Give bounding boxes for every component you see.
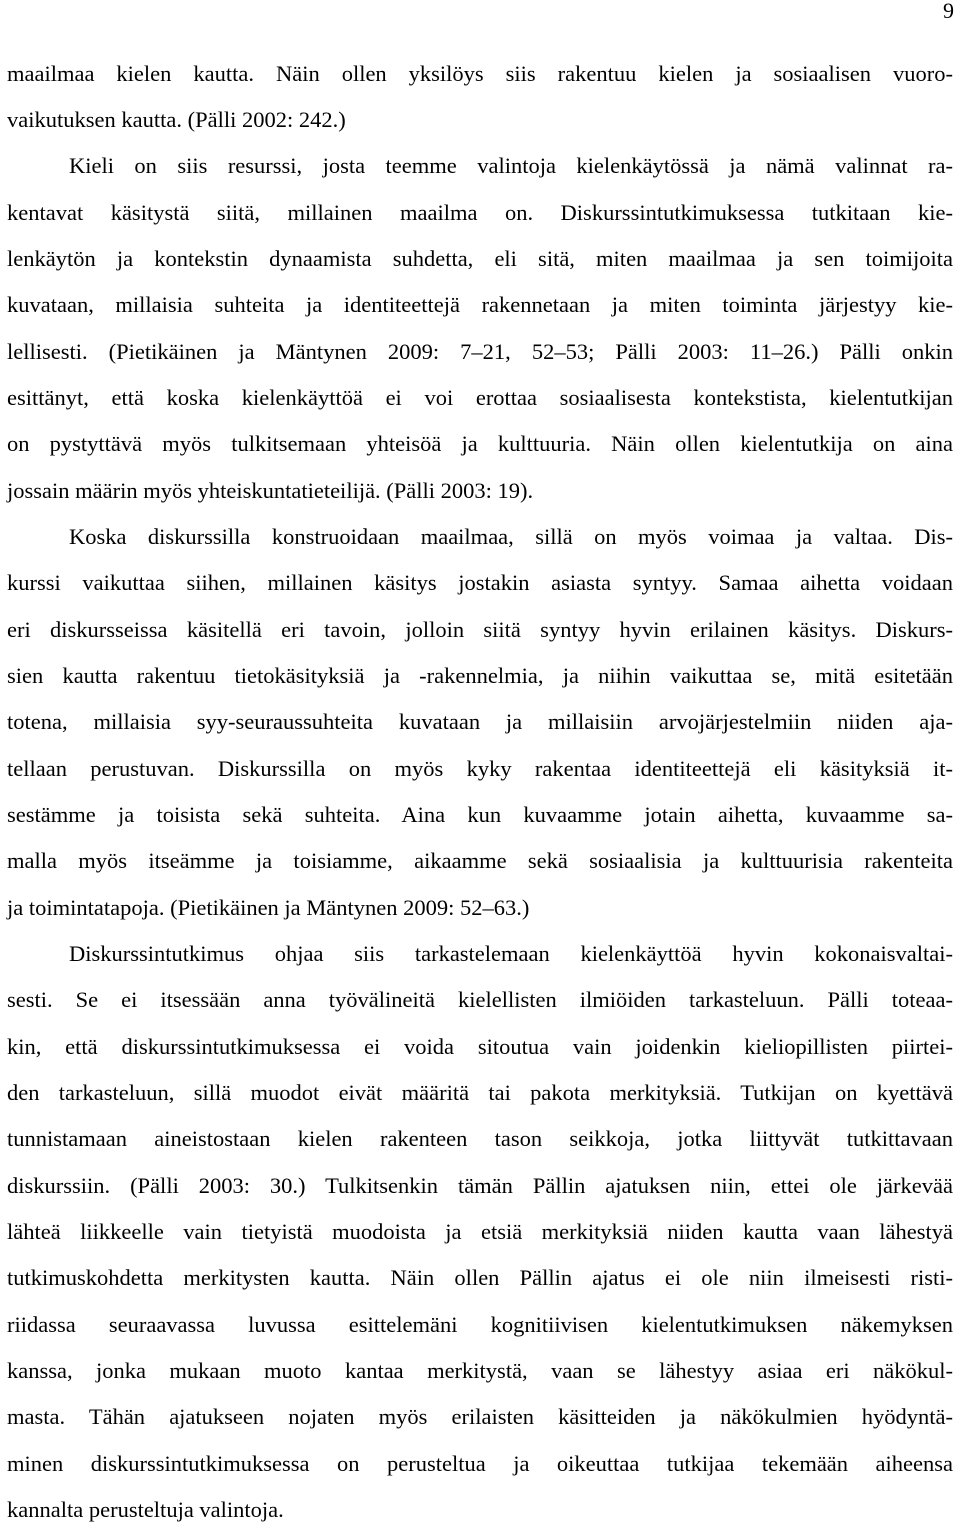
- text-line: Kieli on siis resurssi, josta teemme valintoja kielenkäytössä ja nämä valinnat ra-: [69, 153, 953, 178]
- text-line: maailmaa kielen kautta. Näin ollen yksilöys siis rakentuu kielen ja sosiaalisen vuoro-: [7, 61, 953, 86]
- text-line: diskurssiin. (Pälli 2003: 30.) Tulkitsenkin tämän Pällin ajatuksen niin, ettei ole järkevää: [7, 1173, 953, 1198]
- text-line: ja toimintatapoja. (Pietikäinen ja Mäntynen 2009: 52‒63.): [7, 895, 530, 920]
- text-line: jossain määrin myös yhteiskuntatieteilijä. (Pälli 2003: 19).: [7, 478, 534, 503]
- text-line: tutkimuskohdetta merkitysten kautta. Näin ollen Pällin ajatus ei ole niin ilmeisesti risti-: [7, 1265, 953, 1290]
- text-line: malla myös itseämme ja toisiamme, aikaamme sekä sosiaalisia ja kulttuurisia rakenteita: [7, 848, 953, 873]
- text-line: riidassa seuraavassa luvussa esittelemäni kognitiivisen kielentutkimuksen näkemyksen: [7, 1312, 953, 1337]
- text-line: esittänyt, että koska kielenkäyttöä ei voi erottaa sosiaalisesta kontekstista, kielentutkijan: [7, 385, 953, 410]
- text-line: den tarkasteluun, sillä muodot eivät määritä tai pakota merkityksiä. Tutkijan on kyettävä: [7, 1080, 953, 1105]
- text-line: Diskurssintutkimus ohjaa siis tarkastelemaan kielenkäyttöä hyvin kokonaisvaltai-: [69, 941, 953, 966]
- text-line: kentavat käsitystä siitä, millainen maailma on. Diskurssintutkimuksessa tutkitaan kie-: [7, 200, 953, 225]
- text-line: minen diskurssintutkimuksessa on perusteltua ja oikeuttaa tutkijaa tekemään aiheensa: [7, 1451, 953, 1476]
- text-line: kannalta perusteltuja valintoja.: [7, 1497, 284, 1522]
- text-line: lenkäytön ja kontekstin dynaamista suhdetta, eli sitä, miten maailmaa ja sen toimijoita: [7, 246, 953, 271]
- text-line: tunnistamaan aineistostaan kielen rakenteen tason seikkoja, jotka liittyvät tutkittavaan: [7, 1126, 953, 1151]
- text-line: sesti. Se ei itsessään anna työvälineitä kielellisten ilmiöiden tarkasteluun. Pälli toteaa-: [7, 987, 953, 1012]
- text-line: kuvataan, millaisia suhteita ja identiteettejä rakennetaan ja miten toiminta järjestyy kie-: [7, 292, 953, 317]
- text-line: masta. Tähän ajatukseen nojaten myös erilaisten käsitteiden ja näkökulmien hyödyntä-: [7, 1404, 953, 1429]
- text-line: sestämme ja toisista sekä suhteita. Aina kun kuvaamme jotain aihetta, kuvaamme sa-: [7, 802, 953, 827]
- text-line: kin, että diskurssintutkimuksessa ei voida sitoutua vain joidenkin kieliopillisten piirtei-: [7, 1034, 953, 1059]
- text-line: vaikutuksen kautta. (Pälli 2002: 242.): [7, 107, 346, 132]
- text-line: kanssa, jonka mukaan muoto kantaa merkitystä, vaan se lähestyy asiaa eri näkökul-: [7, 1358, 953, 1383]
- text-line: eri diskursseissa käsitellä eri tavoin, jolloin siitä syntyy hyvin erilainen käsitys. Diskurs-: [7, 617, 953, 642]
- text-line: lellisesti. (Pietikäinen ja Mäntynen 2009: 7‒21, 52‒53; Pälli 2003: 11‒26.) Pälli onkin: [7, 339, 953, 364]
- text-line: kurssi vaikuttaa siihen, millainen käsitys jostakin asiasta syntyy. Samaa aihetta voidaan: [7, 570, 953, 595]
- text-line: tellaan perustuvan. Diskurssilla on myös kyky rakentaa identiteettejä eli käsityksiä it-: [7, 756, 953, 781]
- text-line: Koska diskurssilla konstruoidaan maailmaa, sillä on myös voimaa ja valtaa. Dis-: [69, 524, 953, 549]
- text-line: lähteä liikkeelle vain tietyistä muodoista ja etsiä merkityksiä niiden kautta vaan lähestyä: [7, 1219, 953, 1244]
- text-line: sien kautta rakentuu tietokäsityksiä ja -rakennelmia, ja niihin vaikuttaa se, mitä esitetään: [7, 663, 953, 688]
- text-line: on pystyttävä myös tulkitsemaan yhteisöä ja kulttuuria. Näin ollen kielentutkija on aina: [7, 431, 953, 456]
- text-line: totena, millaisia syy-seuraussuhteita kuvataan ja millaisiin arvojärjestelmiin niiden aja-: [7, 709, 953, 734]
- page-number: 9: [943, 0, 954, 23]
